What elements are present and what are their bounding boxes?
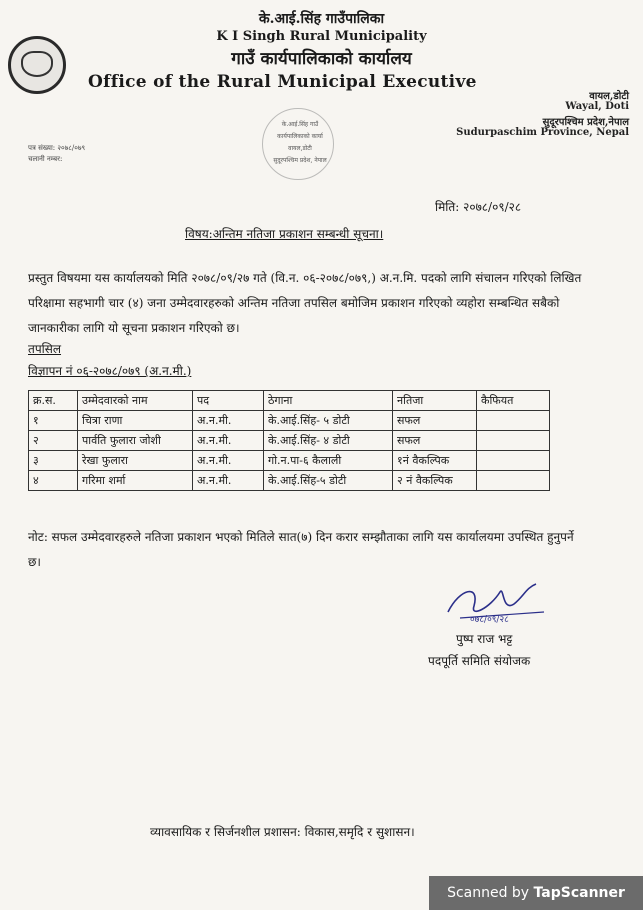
table-cell: १ [29,411,78,431]
results-table [28,390,550,491]
stamp-text: वायल,डोटी [288,145,312,152]
table-cell [477,451,550,471]
municipality-name-en: K I Singh Rural Municipality [216,29,427,44]
letter-number: पत्र संख्या: २०७८/०७९ [28,144,86,152]
table-header: ठेगाना [264,391,393,411]
signature-date: ०७८/०९/२८ [470,615,509,625]
table-row [29,411,550,431]
scanner-prefix: Scanned by [447,885,534,901]
table-cell: चित्रा राणा [78,411,193,431]
table-header: उम्मेदवारको नाम [78,391,193,411]
table-cell: के.आई.सिंह-५ डोटी [264,471,393,491]
table-cell: अ.न.मी. [193,411,264,431]
footer-slogan: व्यावसायिक र सिर्जनशील प्रशासन: विकास,समृदि र सुशासन। [150,825,415,839]
table-cell: रेखा फुलारा [78,451,193,471]
table-row [29,471,550,491]
table-cell: सफल [393,411,477,431]
table-cell: ४ [29,471,78,491]
table-cell: १नं वैकल्पिक [393,451,477,471]
table-row [29,451,550,471]
table-header: कैफियत [477,391,550,411]
notice-body: प्रस्तुत विषयमा यस कार्यालयको मिति २०७८/०९/२७ गते (वि.न. ०६-२०७८/०७९,) अ.न.मि. पदको लागि संचालन गरिएको लिखित परिक्षामा सहभागी चार (४) जना उम्मेदवारहरुको अन्तिम नतिजा तपसिल बमोजिम प्रकाशन गरिएको व्यहोरा सम्बन्धित सबैको जानकारीका लागि यो सूचना प्रकाशन गरिएको छ। [28,271,582,335]
table-header-row [29,391,550,411]
office-name-np: गाउँ कार्यपालिकाको कार्यालय [231,49,412,69]
table-header: पद [193,391,264,411]
table-cell: २ नं वैकल्पिक [393,471,477,491]
table-cell: ३ [29,451,78,471]
table-row [29,431,550,451]
notice-subject: विषय:अन्तिम नतिजा प्रकाशन सम्बन्धी सूचना। [185,227,384,241]
stamp-text: कार्यपालिकाको कार्या [277,133,323,140]
address-line: Sudurpaschim Province, Nepal [456,127,629,138]
table-cell: पार्वति फुलारा जोशी [78,431,193,451]
stamp-text: सुदूरपश्चिम प्रदेश, नेपाल [273,157,327,164]
table-cell: सफल [393,431,477,451]
tapsil-label: तपसिल [28,342,62,356]
address-line: Wayal, Doti [565,101,629,112]
scanner-watermark [429,876,643,910]
table-cell: के.आई.सिंह- ५ डोटी [264,411,393,431]
table-cell: २ [29,431,78,451]
table-header: क्र.स. [29,391,78,411]
table-cell [477,471,550,491]
municipality-name-np: के.आई.सिंह गाउँपालिका [258,11,385,27]
signatory-title: पदपूर्ति समिति संयोजक [428,654,531,668]
table-cell: गो.न.पा-६ कैलाली [264,451,393,471]
address-line: वायल,डोटी [589,91,629,102]
notice-number: विज्ञापन नं ०६-२०७८/०७९ (अ.न.मी.) [28,364,192,378]
signatory-name: पुष्प राज भट्ट [456,632,513,646]
notice-date: मिति: २०७८/०९/२८ [435,200,522,214]
note-text: नोट: सफल उम्मेदवारहरुले नतिजा प्रकाशन भएको मितिले सात(७) दिन करार सम्झौताका लागि यस कार्यालयमा उपस्थित हुनुपर्ने छ। [28,530,574,569]
office-name-en: Office of the Rural Municipal Executive [88,72,477,92]
stamp-text: के.आई.सिंह गाउँ [281,121,319,128]
table-cell: अ.न.मी. [193,431,264,451]
dispatch-number: चलानी नम्बर: [28,155,63,163]
scanner-brand: TapScanner [533,885,625,901]
address-line: सुदूरपश्चिम प्रदेश,नेपाल [542,117,629,128]
table-cell: के.आई.सिंह- ४ डोटी [264,431,393,451]
table-cell [477,411,550,431]
table-cell: अ.न.मी. [193,471,264,491]
table-cell [477,431,550,451]
table-cell: अ.न.मी. [193,451,264,471]
table-cell: गरिमा शर्मा [78,471,193,491]
table-header: नतिजा [393,391,477,411]
